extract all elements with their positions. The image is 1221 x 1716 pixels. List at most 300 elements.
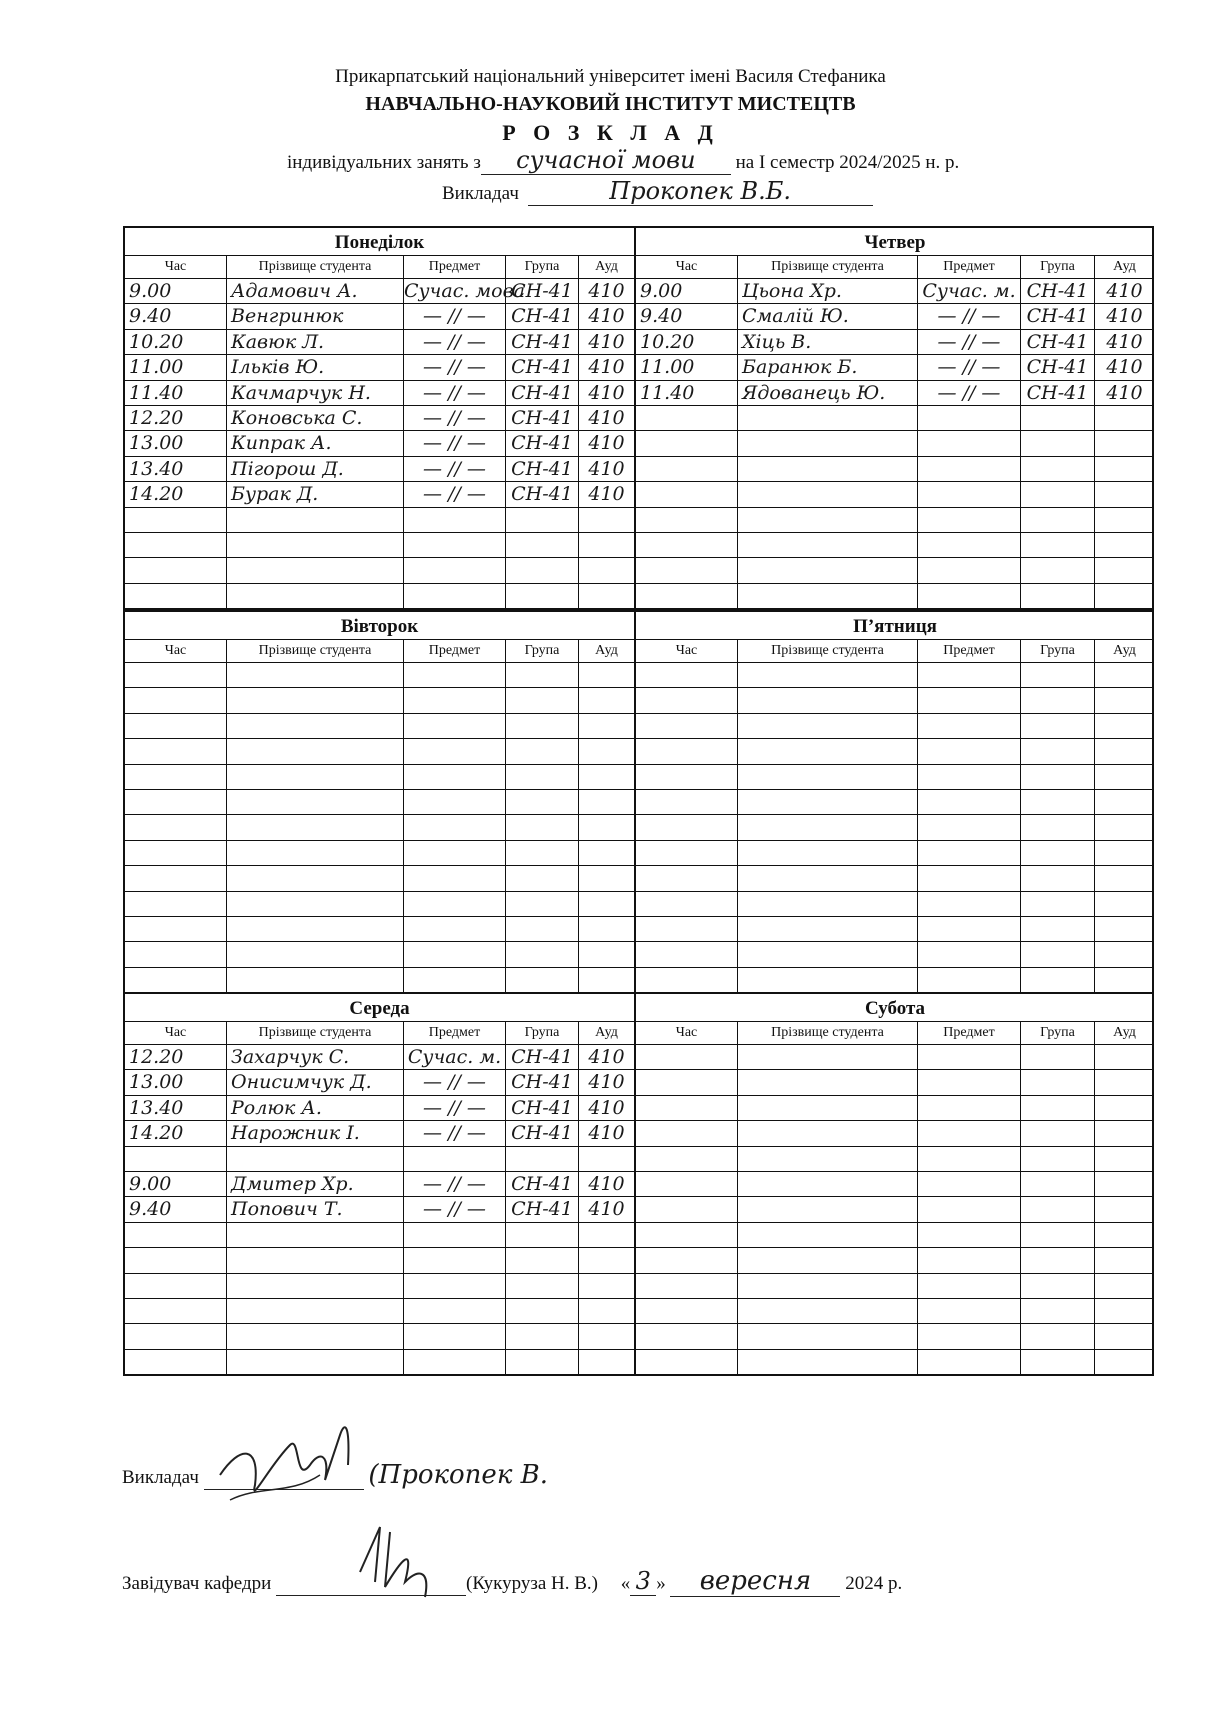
cell-subject <box>404 1147 506 1171</box>
cell-time: 9.40 <box>125 1197 227 1221</box>
cell-name <box>738 892 918 916</box>
table-row <box>125 1223 634 1248</box>
cell-time <box>125 1223 227 1247</box>
cell-name: Нарожник І. <box>227 1121 404 1145</box>
cell-subject: — // — <box>404 1070 506 1094</box>
cell-group <box>1021 968 1095 992</box>
cell-subject: — // — <box>918 381 1021 405</box>
table-row <box>125 355 634 380</box>
cell-subject: — // — <box>404 304 506 328</box>
cell-subject <box>404 917 506 941</box>
cell-group <box>1021 558 1095 582</box>
cell-time <box>636 457 738 481</box>
schedule-block-mon-thu <box>123 226 1154 610</box>
cell-subject <box>404 790 506 814</box>
cell-group <box>1021 1121 1095 1145</box>
table-row <box>636 1172 1154 1197</box>
cell-group: СН-41 <box>506 457 579 481</box>
footer-head-name: (Кукуруза Н. В.) <box>466 1573 598 1594</box>
cell-subject <box>918 508 1021 532</box>
cell-name: Смалій Ю. <box>738 304 918 328</box>
footer-head-label: Завідувач кафедри <box>122 1573 272 1594</box>
university-name: Прикарпатський національний університет імені Василя Стефаника <box>335 66 886 87</box>
cell-group <box>506 765 579 789</box>
cell-group <box>1021 1096 1095 1120</box>
cell-group <box>1021 739 1095 763</box>
cell-group <box>506 968 579 992</box>
column-header-room: Ауд <box>595 1025 618 1040</box>
cell-subject <box>918 841 1021 865</box>
cell-name <box>738 406 918 430</box>
cell-room <box>1095 866 1154 890</box>
cell-room <box>1095 968 1154 992</box>
table-row <box>636 457 1154 482</box>
table-row <box>125 1096 634 1121</box>
cell-time: 12.20 <box>125 406 227 430</box>
cell-room: 410 <box>588 330 625 353</box>
cell-name <box>738 1045 918 1069</box>
cell-name: Баранюк Б. <box>738 355 918 379</box>
cell-name <box>227 688 404 712</box>
cell-subject <box>918 739 1021 763</box>
table-row <box>125 431 634 456</box>
cell-room: 410 <box>1106 280 1143 302</box>
cell-time <box>636 739 738 763</box>
cell-group: СН-41 <box>1021 279 1095 303</box>
cell-time: 11.00 <box>125 355 227 379</box>
cell-room <box>1095 917 1154 941</box>
cell-time <box>125 815 227 839</box>
cell-group <box>1021 457 1095 481</box>
cell-time <box>125 1350 227 1374</box>
cell-room <box>1095 482 1154 506</box>
cell-time <box>636 406 738 430</box>
cell-time <box>636 558 738 582</box>
cell-subject <box>404 968 506 992</box>
column-header-room: Ауд <box>1113 1025 1136 1040</box>
table-row <box>636 790 1154 815</box>
cell-time <box>636 968 738 992</box>
cell-room <box>579 765 634 789</box>
cell-subject <box>404 942 506 966</box>
table-row <box>125 1274 634 1299</box>
document-title: Р О З К Л А Д <box>502 120 719 145</box>
cell-room: 410 <box>588 406 625 429</box>
cell-time <box>125 739 227 763</box>
cell-name <box>738 482 918 506</box>
cell-time: 11.00 <box>636 355 738 379</box>
cell-room <box>579 1299 634 1323</box>
cell-subject <box>404 1248 506 1272</box>
cell-subject <box>404 714 506 738</box>
cell-room <box>1095 739 1154 763</box>
cell-name <box>227 968 404 992</box>
cell-name <box>227 1324 404 1348</box>
cell-subject: — // — <box>404 431 506 455</box>
cell-group: СН-41 <box>506 1096 579 1120</box>
cell-room <box>579 714 634 738</box>
cell-room <box>1095 841 1154 865</box>
cell-time <box>125 765 227 789</box>
cell-subject: — // — <box>404 406 506 430</box>
cell-room: 410 <box>588 1096 625 1119</box>
cell-name <box>738 739 918 763</box>
cell-subject <box>918 482 1021 506</box>
cell-subject <box>404 1223 506 1247</box>
cell-time <box>125 1274 227 1298</box>
cell-subject <box>404 1324 506 1348</box>
table-row <box>636 279 1154 304</box>
cell-group: СН-41 <box>506 1121 579 1145</box>
cell-group <box>506 815 579 839</box>
cell-group <box>1021 892 1095 916</box>
cell-name: Бурак Д. <box>227 482 404 506</box>
cell-group <box>1021 917 1095 941</box>
cell-room <box>1095 663 1154 687</box>
cell-subject <box>918 688 1021 712</box>
cell-group <box>1021 866 1095 890</box>
cell-room: 410 <box>588 381 625 404</box>
cell-room: 410 <box>588 280 625 302</box>
cell-time: 9.40 <box>125 304 227 328</box>
cell-subject: Сучас. м. <box>918 279 1021 303</box>
cell-name <box>738 765 918 789</box>
teacher-field: Прокопек В.Б. <box>528 177 873 206</box>
cell-time <box>636 790 738 814</box>
cell-room: 410 <box>588 1046 625 1068</box>
table-row <box>636 304 1154 329</box>
column-header-subject: Предмет <box>918 640 1021 662</box>
table-row <box>125 558 634 583</box>
cell-room: 410 <box>588 1071 625 1094</box>
cell-room <box>1095 1045 1154 1069</box>
cell-group: СН-41 <box>506 330 579 354</box>
table-row <box>636 1045 1154 1070</box>
cell-name <box>738 790 918 814</box>
table-row <box>636 1248 1154 1273</box>
cell-group: СН-41 <box>506 1070 579 1094</box>
cell-group <box>506 917 579 941</box>
cell-group <box>506 1223 579 1247</box>
cell-subject <box>404 841 506 865</box>
cell-group <box>1021 790 1095 814</box>
cell-room <box>579 688 634 712</box>
cell-room <box>579 1248 634 1272</box>
cell-room: 410 <box>588 1198 625 1221</box>
cell-time <box>125 1248 227 1272</box>
table-row <box>125 892 634 917</box>
subject-field: сучасної мови <box>481 146 731 175</box>
cell-name: Ільків Ю. <box>227 355 404 379</box>
cell-time <box>636 482 738 506</box>
cell-subject <box>918 1248 1021 1272</box>
cell-name <box>738 1121 918 1145</box>
cell-time: 13.40 <box>125 457 227 481</box>
cell-group <box>506 1147 579 1171</box>
column-header-time: Час <box>636 640 738 662</box>
table-row <box>636 1350 1154 1374</box>
cell-time <box>125 558 227 582</box>
cell-time: 10.20 <box>125 330 227 354</box>
table-row <box>125 381 634 406</box>
column-header-time: Час <box>125 256 227 278</box>
column-headers <box>125 1022 1152 1045</box>
cell-time <box>125 663 227 687</box>
column-header-group: Група <box>1021 1022 1095 1044</box>
table-row <box>636 1070 1154 1095</box>
cell-subject <box>918 1274 1021 1298</box>
cell-subject <box>404 533 506 557</box>
schedule-block-tue-fri <box>123 610 1154 994</box>
column-header-room: Ауд <box>1113 259 1136 274</box>
table-row <box>125 1350 634 1374</box>
cell-group <box>1021 841 1095 865</box>
table-row <box>636 406 1154 431</box>
table-row <box>636 841 1154 866</box>
cell-room: 410 <box>588 483 625 506</box>
cell-room <box>579 917 634 941</box>
date-month: вересня <box>670 1566 840 1597</box>
cell-time: 11.40 <box>125 381 227 405</box>
table-row <box>125 1324 634 1349</box>
cell-room <box>1095 406 1154 430</box>
cell-time <box>636 508 738 532</box>
column-header-name: Прізвище студента <box>738 1022 918 1044</box>
cell-time <box>636 663 738 687</box>
cell-name <box>738 1197 918 1221</box>
cell-room: 410 <box>1106 356 1143 379</box>
cell-room <box>579 942 634 966</box>
cell-name <box>738 968 918 992</box>
cell-name <box>227 739 404 763</box>
table-row <box>125 790 634 815</box>
cell-time <box>125 584 227 608</box>
cell-room <box>579 739 634 763</box>
cell-subject: — // — <box>404 457 506 481</box>
table-row <box>125 533 634 558</box>
table-row <box>125 866 634 891</box>
cell-name: Цьона Хр. <box>738 279 918 303</box>
cell-name <box>227 1274 404 1298</box>
cell-time <box>125 1324 227 1348</box>
cell-name <box>738 1248 918 1272</box>
cell-room <box>579 1147 634 1171</box>
table-row <box>636 1147 1154 1172</box>
cell-group <box>506 508 579 532</box>
table-row <box>125 1121 634 1146</box>
cell-name: Коновська С. <box>227 406 404 430</box>
cell-name: Дмитер Хр. <box>227 1172 404 1196</box>
cell-name <box>738 841 918 865</box>
cell-group <box>1021 1223 1095 1247</box>
cell-group <box>506 1274 579 1298</box>
cell-group <box>1021 406 1095 430</box>
cell-time <box>125 841 227 865</box>
cell-name <box>738 714 918 738</box>
cell-group <box>1021 1147 1095 1171</box>
cell-time <box>125 917 227 941</box>
cell-room <box>579 892 634 916</box>
cell-group <box>506 1299 579 1323</box>
cell-group <box>1021 1045 1095 1069</box>
cell-group <box>1021 1324 1095 1348</box>
column-header-name: Прізвище студента <box>738 640 918 662</box>
cell-room <box>1095 1096 1154 1120</box>
cell-name <box>227 533 404 557</box>
table-row <box>125 688 634 713</box>
cell-name: Пігорош Д. <box>227 457 404 481</box>
cell-room <box>1095 892 1154 916</box>
table-row <box>125 1045 634 1070</box>
cell-name <box>227 1299 404 1323</box>
cell-time <box>636 1248 738 1272</box>
teacher-label: Викладач <box>442 183 519 204</box>
cell-subject: — // — <box>404 330 506 354</box>
cell-group: СН-41 <box>506 355 579 379</box>
cell-time: 10.20 <box>636 330 738 354</box>
cell-name: Ядованець Ю. <box>738 381 918 405</box>
cell-room <box>1095 714 1154 738</box>
date-day: 3 <box>630 1567 656 1596</box>
cell-time: 13.40 <box>125 1096 227 1120</box>
cell-group: СН-41 <box>506 406 579 430</box>
cell-subject <box>404 1350 506 1374</box>
cell-name <box>227 1147 404 1171</box>
table-row <box>636 765 1154 790</box>
table-row <box>125 584 634 608</box>
cell-room <box>579 584 634 608</box>
cell-subject <box>404 739 506 763</box>
cell-name <box>227 714 404 738</box>
cell-name <box>738 1172 918 1196</box>
cell-group: СН-41 <box>506 304 579 328</box>
teacher-signature <box>200 1405 380 1515</box>
cell-time <box>125 968 227 992</box>
day-title-friday: П’ятниця <box>853 616 937 637</box>
table-row <box>125 968 634 992</box>
table-row <box>125 917 634 942</box>
table-row <box>636 968 1154 992</box>
day-title-saturday: Субота <box>864 998 926 1019</box>
cell-time <box>636 714 738 738</box>
cell-subject <box>404 584 506 608</box>
cell-time: 14.20 <box>125 1121 227 1145</box>
cell-name: Захарчук С. <box>227 1045 404 1069</box>
cell-subject <box>918 457 1021 481</box>
table-row <box>636 714 1154 739</box>
cell-time <box>636 1350 738 1374</box>
table-row <box>125 1172 634 1197</box>
cell-subject <box>918 1197 1021 1221</box>
cell-room <box>1095 765 1154 789</box>
cell-group <box>506 841 579 865</box>
column-header-group: Група <box>506 256 579 278</box>
cell-name <box>738 688 918 712</box>
cell-time <box>125 1147 227 1171</box>
cell-name <box>738 508 918 532</box>
table-row <box>125 304 634 329</box>
cell-time <box>636 917 738 941</box>
cell-group <box>506 1324 579 1348</box>
cell-time <box>636 815 738 839</box>
cell-name <box>738 1299 918 1323</box>
cell-name <box>227 942 404 966</box>
cell-time <box>636 1223 738 1247</box>
cell-room <box>1095 584 1154 608</box>
cell-subject <box>918 968 1021 992</box>
cell-subject: — // — <box>918 304 1021 328</box>
cell-time <box>636 431 738 455</box>
cell-room <box>579 841 634 865</box>
cell-name <box>227 841 404 865</box>
cell-room <box>1095 1223 1154 1247</box>
cell-room <box>1095 1299 1154 1323</box>
cell-room <box>1095 533 1154 557</box>
column-header-time: Час <box>125 640 227 662</box>
column-header-subject: Предмет <box>404 1022 506 1044</box>
table-row <box>636 866 1154 891</box>
cell-group <box>1021 1350 1095 1374</box>
cell-subject <box>918 1096 1021 1120</box>
cell-group <box>1021 508 1095 532</box>
cell-room: 410 <box>1106 330 1143 353</box>
column-headers <box>125 256 1152 279</box>
cell-room <box>579 1274 634 1298</box>
cell-time <box>125 688 227 712</box>
table-row <box>125 663 634 688</box>
cell-subject <box>918 714 1021 738</box>
cell-time <box>636 1045 738 1069</box>
cell-subject <box>918 1350 1021 1374</box>
cell-group <box>1021 584 1095 608</box>
cell-room: 410 <box>588 305 625 328</box>
cell-room <box>579 1223 634 1247</box>
column-header-group: Група <box>506 1022 579 1044</box>
column-header-subject: Предмет <box>918 256 1021 278</box>
table-row <box>125 739 634 764</box>
cell-subject <box>918 584 1021 608</box>
table-row <box>125 1147 634 1172</box>
cell-time <box>125 942 227 966</box>
cell-name <box>227 663 404 687</box>
cell-group <box>1021 765 1095 789</box>
cell-group: СН-41 <box>1021 330 1095 354</box>
cell-group <box>506 558 579 582</box>
cell-subject: — // — <box>918 355 1021 379</box>
date-close-quote: » <box>656 1573 666 1594</box>
cell-time <box>636 1070 738 1094</box>
cell-name <box>227 892 404 916</box>
cell-subject <box>918 790 1021 814</box>
table-row <box>636 1299 1154 1324</box>
cell-time <box>636 1197 738 1221</box>
cell-group <box>506 663 579 687</box>
table-row <box>125 1299 634 1324</box>
cell-subject <box>918 1070 1021 1094</box>
cell-time <box>636 533 738 557</box>
cell-room <box>1095 1274 1154 1298</box>
cell-name: Кипрак А. <box>227 431 404 455</box>
cell-group <box>1021 714 1095 738</box>
table-row <box>125 1248 634 1273</box>
cell-room <box>1095 431 1154 455</box>
cell-subject <box>918 663 1021 687</box>
cell-room: 410 <box>1106 381 1143 404</box>
cell-group <box>1021 482 1095 506</box>
cell-time <box>125 533 227 557</box>
table-row <box>125 330 634 355</box>
column-header-time: Час <box>636 256 738 278</box>
